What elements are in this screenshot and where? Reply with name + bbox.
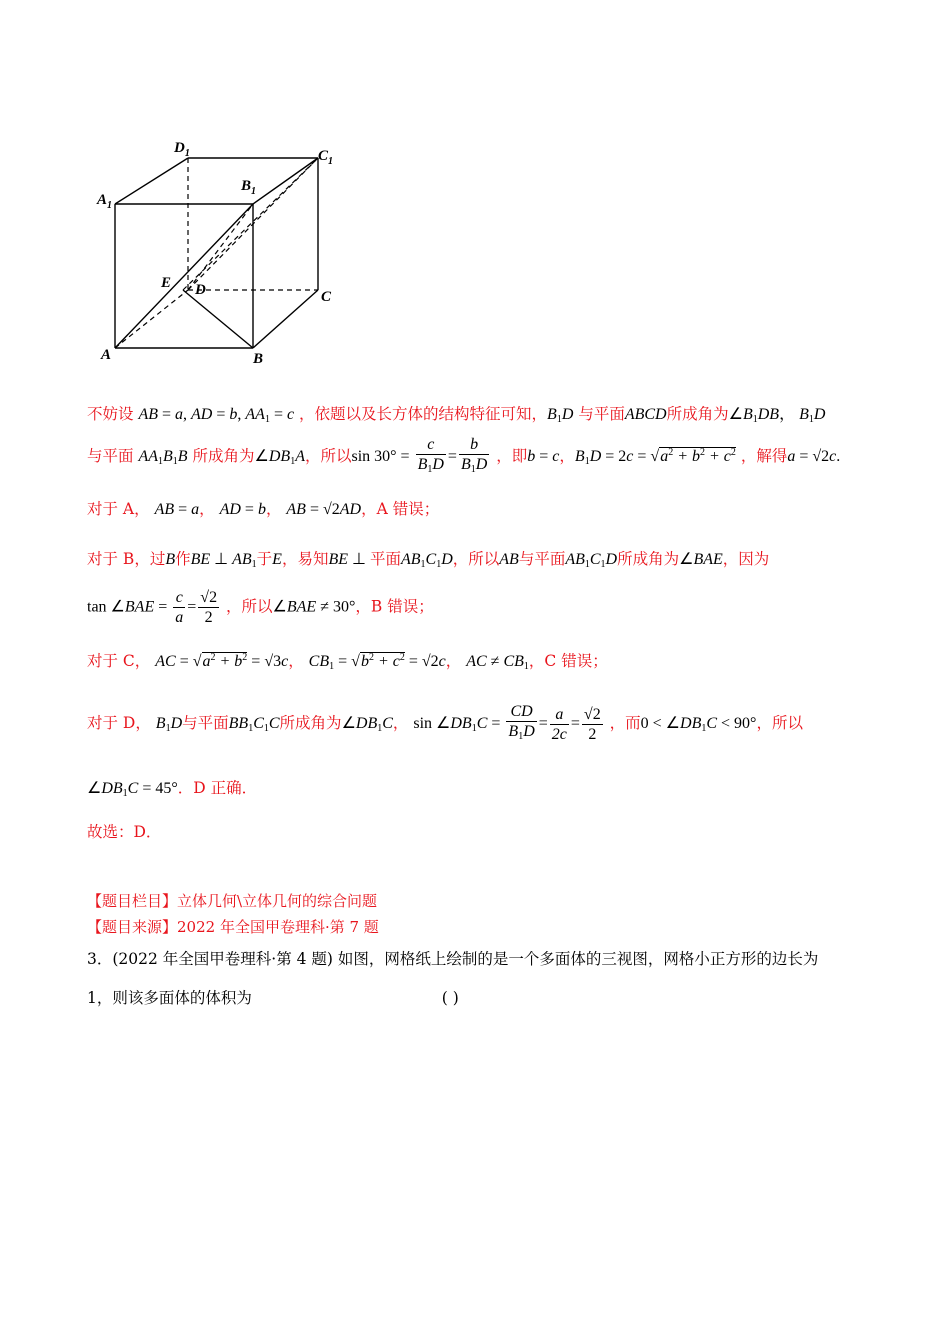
question-source: 【题目来源】2022 年全国甲卷理科·第 7 题 <box>87 918 379 936</box>
label-A: A <box>101 347 112 363</box>
label-D1: $D_1$ <box>174 140 190 159</box>
solution-line-5: tan ∠BAE = $\frac{c}{a}$ = $\frac{√2}{2}$ ，所以∠BAE ≠ 30°，B 错误； <box>87 589 434 626</box>
label-E: E <box>161 275 172 291</box>
question-3-text: 1，则该多面体的体积为 <box>87 989 252 1007</box>
question-3-line-2 <box>87 986 459 1008</box>
solution-line-7: 对于 D， $B_1D$与平面$BB_1C_1C$所成角为$\angle DB_1C$， $\sin \angle DB_1C$ = $\frac{CD}{B_1D}$ = $\frac{a}{2c}$ = $\frac{√2}{2}$ ，而$0 < \angle DB_1C < 90^\circ$，所以 <box>87 703 803 743</box>
solution-answer: 故选：D． <box>87 823 162 841</box>
solution-line-1: 不妨设 AB = a, AD = b, $AA_1 = c$ ，依题以及长方体的结构特征可知，$B_1D$ 与平面ABCD所成角为$\angle B_1DB$， $B_1D$ <box>87 405 826 425</box>
label-B1: $B_1$ <box>241 178 257 197</box>
solution-line-2: 与平面 $AA_1B_1B$ 所成角为$\angle DB_1A$，所以sin 30° = $\frac{c}{B_1D}$ = $\frac{b}{B_1D}$ ，即b = c，$B_1D = 2c = √a^2 + b^2 + c^2$ ，解得a = √2c. <box>87 436 841 475</box>
label-A1: $A_1$ <box>97 192 113 211</box>
label-D: D <box>195 282 206 298</box>
question-column: 【题目栏目】立体几何\立体几何的综合问题 <box>87 892 378 910</box>
solution-line-4: 对于 B，过B作BE ⊥ $AB_1$于E，易知BE ⊥ 平面$AB_1C_1D$，所以AB与平面$AB_1C_1D$所成角为∠BAE，因为 <box>87 550 770 570</box>
cuboid-figure <box>80 130 350 370</box>
label-B: B <box>253 351 264 367</box>
question-3-line-1: 3．(2022 年全国甲卷理科·第 4 题) 如图，网格纸上绘制的是一个多面体的三视图，网格小正方形的边长为 <box>87 950 819 968</box>
solution-line-3: 对于 A， AB = a， AD = b， AB = √2AD，A 错误； <box>87 500 440 518</box>
answer-paren: ( ) <box>441 989 459 1007</box>
label-C: C <box>321 289 332 305</box>
solution-line-6: 对于 C， AC = $√a^2 + b^2 = √3c$， $CB_1 = √b^2 + c^2 = √2c$， AC ≠ $CB_1$，C 错误； <box>87 652 608 672</box>
label-C1: $C_1$ <box>318 148 334 167</box>
solution-line-8: $\angle DB_1C = 45^\circ$．D 正确． <box>87 779 258 799</box>
